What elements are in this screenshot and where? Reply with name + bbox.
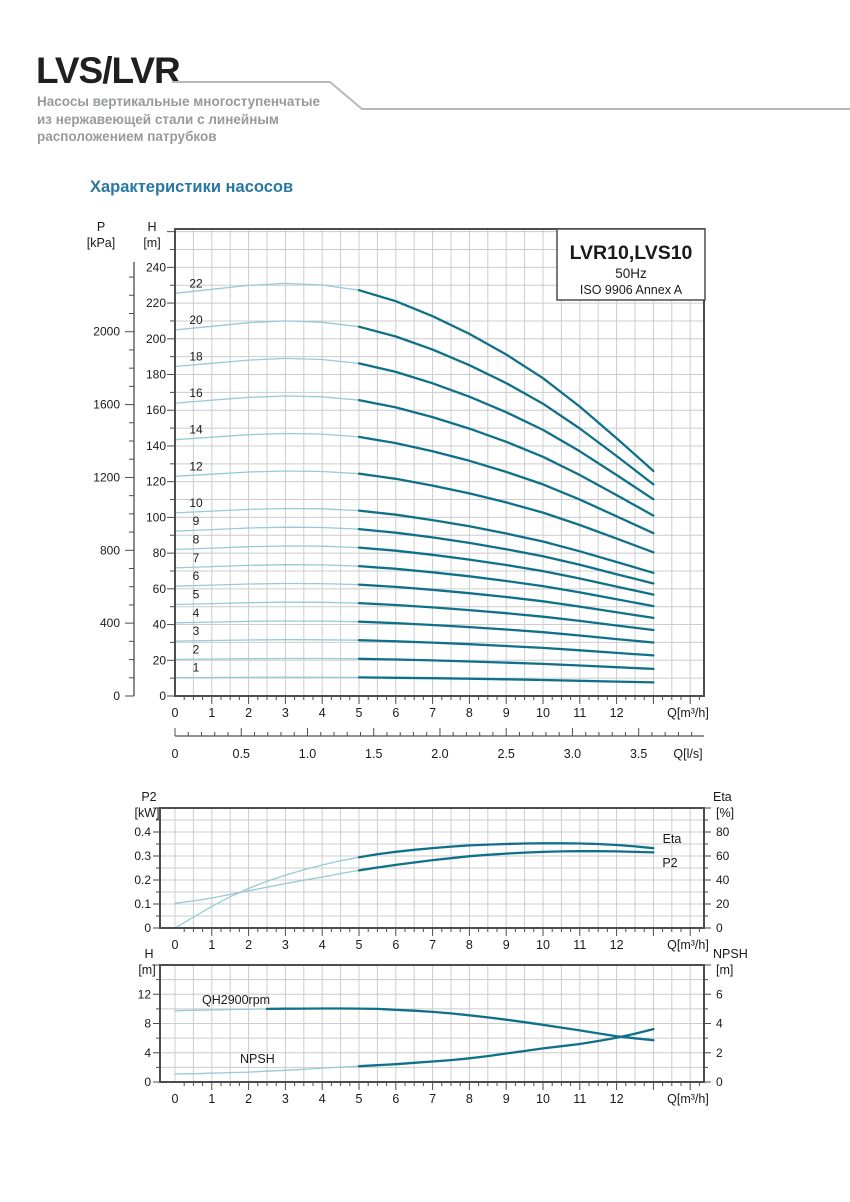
svg-text:2.0: 2.0 <box>431 747 449 761</box>
svg-text:Q[l/s]: Q[l/s] <box>673 747 703 761</box>
svg-text:9: 9 <box>192 514 200 529</box>
header-rule <box>172 82 850 109</box>
svg-text:0: 0 <box>171 938 179 952</box>
svg-text:10: 10 <box>189 495 203 510</box>
svg-text:0: 0 <box>171 1092 179 1106</box>
svg-text:3: 3 <box>281 1092 289 1106</box>
svg-text:0.1: 0.1 <box>134 897 151 911</box>
svg-text:[kW]: [kW] <box>134 806 160 820</box>
svg-text:ISO 9906 Annex A: ISO 9906 Annex A <box>579 283 683 297</box>
svg-text:100: 100 <box>145 510 166 525</box>
svg-text:220: 220 <box>145 296 166 311</box>
svg-text:9: 9 <box>502 706 510 720</box>
svg-text:6: 6 <box>192 569 200 584</box>
svg-text:0.4: 0.4 <box>134 825 151 839</box>
svg-text:H: H <box>144 947 154 961</box>
svg-text:H: H <box>147 220 157 234</box>
svg-text:0: 0 <box>144 921 151 935</box>
svg-text:4: 4 <box>318 938 326 952</box>
svg-text:40: 40 <box>716 873 730 887</box>
svg-text:5: 5 <box>355 938 363 952</box>
svg-text:180: 180 <box>145 367 166 382</box>
svg-text:NPSH: NPSH <box>240 1052 275 1066</box>
svg-text:0: 0 <box>716 921 723 935</box>
qh-npsh-chart <box>138 947 748 1106</box>
svg-text:4: 4 <box>192 605 200 620</box>
svg-text:P: P <box>96 220 106 234</box>
svg-text:QH2900rpm: QH2900rpm <box>202 993 271 1007</box>
svg-text:80: 80 <box>716 825 730 839</box>
svg-text:20: 20 <box>189 312 203 327</box>
svg-text:[m]: [m] <box>716 963 734 977</box>
subtitle-line: Насосы вертикальные многоступенчатые <box>37 94 320 109</box>
svg-text:8: 8 <box>465 938 473 952</box>
svg-text:Eta: Eta <box>713 790 732 804</box>
svg-text:0: 0 <box>113 689 120 703</box>
svg-text:10: 10 <box>536 1092 550 1106</box>
svg-text:14: 14 <box>189 422 203 437</box>
svg-text:2: 2 <box>192 642 200 657</box>
svg-text:9: 9 <box>502 1092 510 1106</box>
svg-text:1: 1 <box>192 660 200 675</box>
svg-text:8: 8 <box>465 706 473 720</box>
svg-text:6: 6 <box>392 938 400 952</box>
subtitle-line: из нержавеющей стали с линейным <box>37 111 279 127</box>
svg-text:50Hz: 50Hz <box>615 266 647 281</box>
svg-text:0: 0 <box>159 689 166 703</box>
svg-text:8: 8 <box>192 532 200 547</box>
svg-text:1.5: 1.5 <box>365 747 383 761</box>
svg-text:16: 16 <box>189 386 203 401</box>
svg-text:3: 3 <box>281 706 289 720</box>
svg-text:Q[m³/h]: Q[m³/h] <box>667 1092 709 1106</box>
svg-text:11: 11 <box>573 1092 587 1106</box>
svg-text:P2: P2 <box>662 856 678 870</box>
subtitle-line: расположением патрубков <box>37 129 217 144</box>
svg-text:12: 12 <box>609 938 624 952</box>
svg-text:4: 4 <box>318 706 326 720</box>
svg-text:20: 20 <box>716 897 730 911</box>
svg-text:0.5: 0.5 <box>232 747 250 761</box>
svg-text:LVR10,LVS10: LVR10,LVS10 <box>569 242 693 264</box>
svg-text:5: 5 <box>355 1092 363 1106</box>
svg-text:40: 40 <box>152 617 166 632</box>
svg-text:800: 800 <box>99 543 120 558</box>
svg-text:Eta: Eta <box>662 832 682 846</box>
pump-head-curves-chart <box>87 220 709 761</box>
svg-text:60: 60 <box>716 849 730 863</box>
svg-text:10: 10 <box>536 938 550 952</box>
svg-text:8: 8 <box>465 1092 473 1106</box>
svg-text:[m]: [m] <box>138 963 156 977</box>
svg-text:0.2: 0.2 <box>134 873 151 887</box>
svg-text:3: 3 <box>281 938 289 952</box>
svg-text:[kPa]: [kPa] <box>86 236 116 250</box>
svg-text:12: 12 <box>609 1092 624 1106</box>
svg-text:[%]: [%] <box>716 806 735 820</box>
svg-text:3: 3 <box>192 624 200 639</box>
svg-text:12: 12 <box>189 459 203 474</box>
svg-text:400: 400 <box>99 616 120 631</box>
svg-text:4: 4 <box>716 1016 723 1031</box>
svg-text:2: 2 <box>245 706 253 720</box>
svg-text:6: 6 <box>716 987 723 1002</box>
power-efficiency-chart <box>134 790 734 952</box>
svg-text:2: 2 <box>245 1092 253 1106</box>
svg-text:2: 2 <box>716 1045 723 1060</box>
svg-text:0: 0 <box>716 1075 723 1089</box>
svg-text:NPSH: NPSH <box>713 947 748 961</box>
svg-text:0: 0 <box>144 1075 151 1089</box>
svg-text:1600: 1600 <box>93 397 120 412</box>
svg-text:6: 6 <box>392 706 400 720</box>
svg-text:1: 1 <box>208 1092 216 1106</box>
svg-text:160: 160 <box>145 403 166 418</box>
svg-text:0.3: 0.3 <box>134 849 151 863</box>
svg-text:0: 0 <box>171 706 179 720</box>
svg-text:9: 9 <box>502 938 510 952</box>
svg-text:Q[m³/h]: Q[m³/h] <box>667 938 709 952</box>
svg-text:80: 80 <box>152 546 166 561</box>
svg-text:200: 200 <box>145 331 166 346</box>
svg-text:11: 11 <box>573 938 587 952</box>
svg-text:22: 22 <box>189 276 203 291</box>
svg-text:11: 11 <box>573 706 587 720</box>
svg-text:4: 4 <box>318 1092 326 1106</box>
svg-text:240: 240 <box>145 260 166 275</box>
svg-text:5: 5 <box>192 587 200 602</box>
svg-text:1.0: 1.0 <box>298 747 317 761</box>
svg-text:60: 60 <box>152 581 166 596</box>
svg-text:7: 7 <box>429 938 437 952</box>
svg-text:2: 2 <box>245 938 253 952</box>
svg-text:7: 7 <box>429 1092 437 1106</box>
svg-text:12: 12 <box>609 706 624 720</box>
svg-text:3.0: 3.0 <box>563 747 582 761</box>
svg-text:18: 18 <box>189 349 203 364</box>
section-title: Характеристики насосов <box>90 178 294 196</box>
brand-logo: LVS/LVR <box>36 50 180 91</box>
svg-text:[m]: [m] <box>143 236 161 250</box>
svg-text:140: 140 <box>145 438 166 453</box>
chart-title-box <box>557 229 705 300</box>
svg-text:8: 8 <box>144 1016 151 1031</box>
svg-text:6: 6 <box>392 1092 400 1106</box>
svg-text:2000: 2000 <box>93 324 120 339</box>
svg-text:2.5: 2.5 <box>497 747 515 761</box>
svg-text:3.5: 3.5 <box>629 747 648 761</box>
svg-text:7: 7 <box>192 550 200 565</box>
svg-text:4: 4 <box>144 1045 151 1060</box>
svg-text:Q[m³/h]: Q[m³/h] <box>667 706 709 720</box>
svg-text:1: 1 <box>208 938 216 952</box>
svg-text:10: 10 <box>536 706 550 720</box>
svg-text:1: 1 <box>208 706 216 720</box>
svg-text:20: 20 <box>152 653 166 668</box>
svg-text:7: 7 <box>429 706 437 720</box>
svg-text:1200: 1200 <box>93 470 120 485</box>
svg-text:5: 5 <box>355 706 363 720</box>
svg-text:0: 0 <box>171 747 179 761</box>
svg-text:P2: P2 <box>141 790 157 804</box>
svg-text:120: 120 <box>145 474 166 489</box>
svg-text:12: 12 <box>137 987 151 1002</box>
